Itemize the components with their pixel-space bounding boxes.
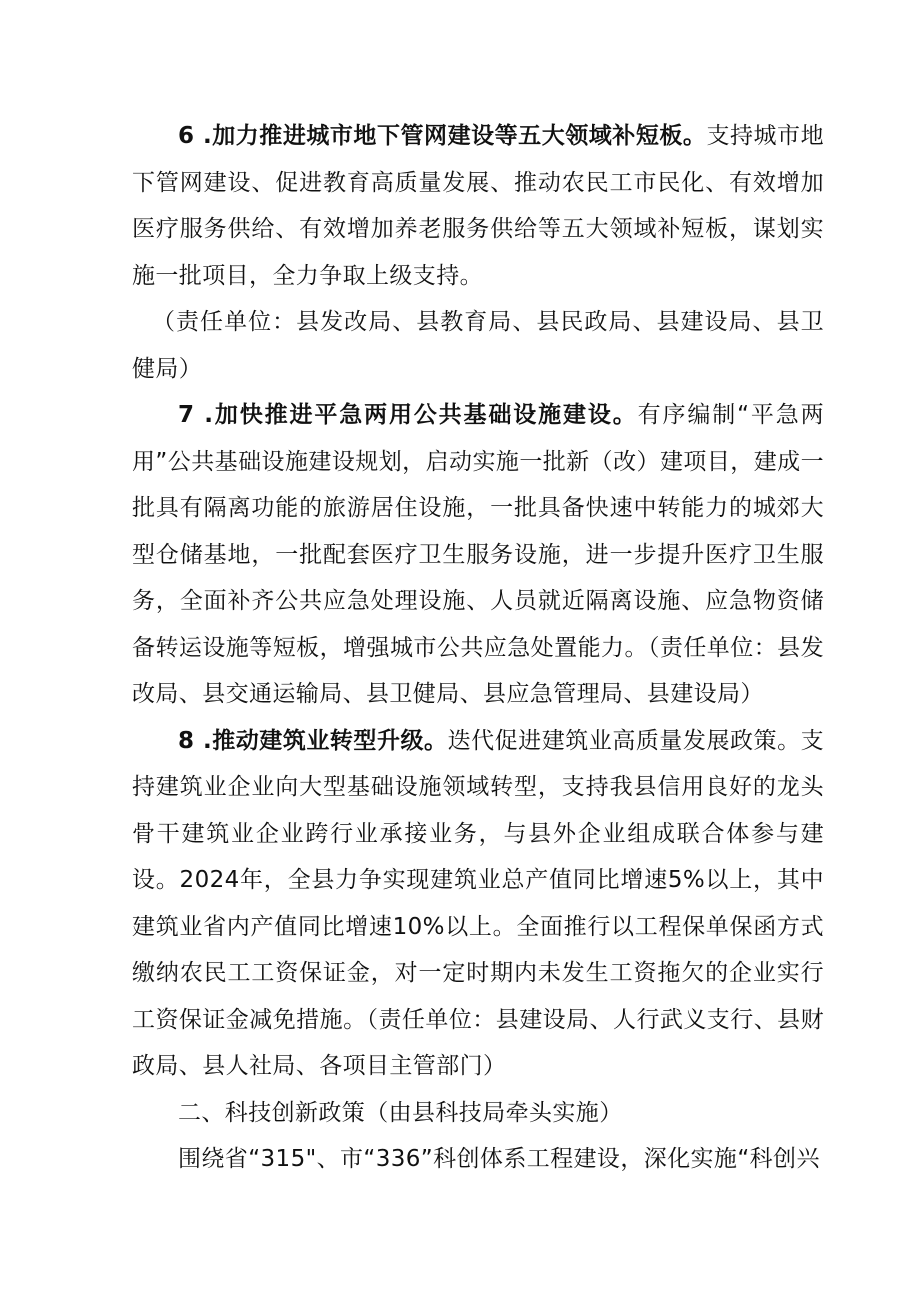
paragraph-item-6: [132, 113, 824, 299]
item-8-title: 8 .推动建筑业转型升级。: [178, 727, 448, 754]
item-7-body: 有序编制“平急两用”公共基础设施建设规划，启动实施一批新（改）建项目，建成一批具有隔离功能的旅游居住设施，一批具备快速中转能力的城郊大型仓储基地，一批配套医疗卫生服务设施，进一步提升医疗卫生服务，全面补齐公共应急处理设施、人员就近隔离设施、应急物资储备转运设施等短板，增强城市公共应急处置能力。: [132, 402, 824, 661]
item-8-responsible: （责任单位：县建设局、人行武义支行、县财政局、县人社局、各项目主管部门）: [132, 1006, 825, 1079]
item-6-responsible: （责任单位：县发改局、县教育局、县民政局、县建设局、县卫健局）: [132, 309, 824, 382]
paragraph-item-7: [132, 392, 824, 718]
paragraph-item-8: [132, 718, 824, 1090]
section-2-intro: 围绕省“315"、市“336”科创体系工程建设，深化实施“科创兴: [178, 1146, 820, 1172]
item-6-title: 6 .加力推进城市地下管网建设等五大领域补短板。: [178, 123, 707, 149]
section-2-heading: 二、科技创新政策（由县科技局牵头实施）: [178, 1099, 623, 1126]
item-7-responsible: （责任单位：县发改局、县交通运输局、县卫健局、县应急管理局、县建设局）: [132, 634, 824, 707]
item-7-title: 7 .加快推进平急两用公共基础设施建设。: [178, 402, 638, 428]
item-6-body: 支持城市地下管网建设、促进教育高质量发展、推动农民工市民化、有效增加医疗服务供给、有效增加养老服务供给等五大领域补短板，谋划实施一批项目，全力争取上级支持。: [132, 123, 824, 289]
item-8-body: 迭代促进建筑业高质量发展政策。支持建筑业企业向大型基础设施领域转型，支持我县信用良好的龙头骨干建筑业企业跨行业承接业务，与县外企业组成联合体参与建设。2024年，全县力争实现建筑业总产值同比增速5%以上，其中建筑业省内产值同比增速10%以上。全面推行以工程保单保函方式缴纳农民工工资保证金，对一定时期内未发生工资拖欠的企业实行工资保证金减免措施。: [132, 727, 825, 1033]
